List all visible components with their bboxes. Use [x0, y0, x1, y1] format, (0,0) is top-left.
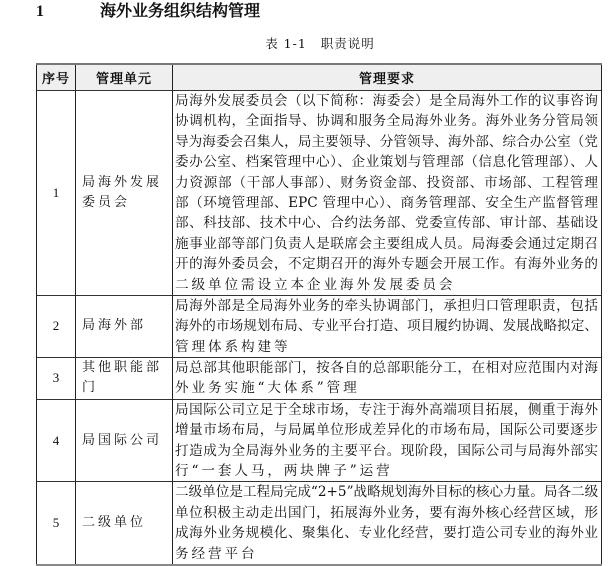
row-requirement	[173, 399, 602, 482]
requirement-line: 打造成为全局海外业务的主要平台。现阶段，国际公司与局海外部实	[175, 442, 598, 459]
requirement-line: 务经营平台	[175, 545, 258, 562]
requirement-line: 外业务实施“大体系”管理	[175, 380, 360, 397]
row-seq: 5	[37, 482, 76, 565]
row-seq: 2	[37, 295, 76, 357]
header-unit: 管理单元	[76, 64, 173, 91]
requirement-line: 委办公室、档案管理中心）、企业策划与管理部（信息化管理部）、人	[175, 154, 598, 171]
table-header-row	[37, 64, 602, 91]
row-unit: 局海外发展委员会	[76, 91, 173, 296]
requirement-line: 局海外部是全局海外业务的牵头协调部门，承担归口管理职责，包括	[175, 297, 598, 314]
row-requirement	[173, 358, 602, 400]
section-number: 1	[36, 3, 44, 20]
row-requirement	[173, 482, 602, 565]
row-unit: 局国际公司	[76, 399, 173, 482]
requirement-line: 局国际公司立足于全球市场，专注于海外高端项目拓展，侧重于海外	[175, 401, 598, 418]
requirement-line: 海外的市场规划布局、专业平台打造、项目履约协调、发展战略拟定、	[175, 318, 598, 335]
requirement-line: 力资源部（干部人事部）、财务资金部、投资部、市场部、工程管理	[175, 174, 598, 191]
requirement-line: 部、科技部、技术中心、合约法务部、党委宣传部、审计部、基础设	[175, 215, 598, 232]
table-row	[37, 399, 602, 482]
requirement-line: 施事业部等部门负责人是联席会主要组成人员。局海委会通过定期召	[175, 235, 598, 252]
requirement-line: 协调机构，全面指导、协调和服务全局海外业务。海外业务分管局领	[175, 113, 598, 130]
row-seq: 3	[37, 358, 76, 400]
row-seq: 4	[37, 399, 76, 482]
table-row	[37, 358, 602, 400]
caption-label: 表 1-1	[265, 36, 307, 51]
requirement-line: 局海外发展委员会（以下简称：海委会）是全局海外工作的议事咨询	[175, 93, 598, 109]
row-unit: 二级单位	[76, 482, 173, 565]
row-seq: 1	[37, 91, 76, 296]
row-unit: 其他职能部门	[76, 358, 173, 400]
requirement-line: 行“一套人马，两块牌子”运营	[175, 463, 393, 480]
header-requirement: 管理要求	[173, 64, 602, 91]
requirement-line: 二级单位是工程局完成“2+5”战略规划海外目标的核心力量。局各二级	[175, 484, 599, 501]
requirement-line: 导为海委会召集人，局主要领导、分管领导、海外部、综合办公室（党	[175, 133, 598, 150]
table-caption	[0, 34, 608, 52]
requirement-line: 管理体系构建等	[175, 338, 291, 355]
table-row	[37, 91, 602, 296]
table-row	[37, 295, 602, 357]
requirement-line: 单位积极主动走出国门，拓展海外业务，要有海外核心经营区域，形	[175, 504, 598, 521]
row-requirement	[173, 91, 602, 296]
section-title: 海外业务组织结构管理	[100, 1, 261, 20]
requirement-line: 增量市场布局，与局属单位形成差异化的市场布局，国际公司要逐步	[175, 422, 598, 439]
responsibility-table	[36, 63, 602, 566]
requirement-line: 二级单位需设立本企业海外发展委员会	[175, 276, 456, 293]
requirement-line: 局总部其他职能部门，按各自的总部职能分工，在相对应范围内对海	[175, 360, 598, 377]
row-requirement	[173, 295, 602, 357]
requirement-line: 部（环境管理部、EPC 管理中心）、商务管理部、安全生产监督管理	[175, 194, 598, 211]
row-unit: 局海外部	[76, 295, 173, 357]
requirement-line: 开的海外委员会，不定期召开的海外专题会开展工作。有海外业务的	[175, 256, 598, 273]
section-heading	[36, 0, 260, 23]
requirement-line: 成海外业务规模化、聚集化、专业化经营，要打造公司专业的海外业	[175, 525, 598, 542]
table-row	[37, 482, 602, 565]
caption-title: 职责说明	[320, 36, 375, 51]
header-seq: 序号	[37, 64, 76, 91]
